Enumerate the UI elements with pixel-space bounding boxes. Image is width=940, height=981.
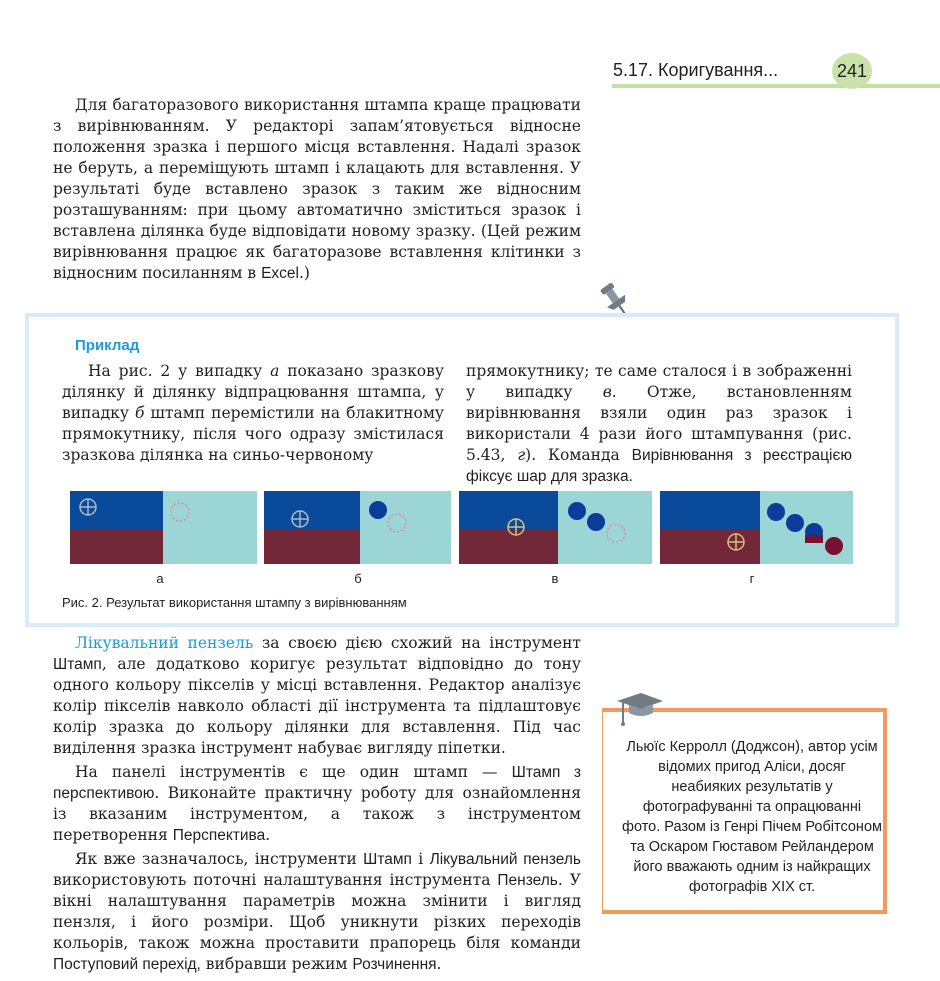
stamp-term-2: Штамп bbox=[363, 851, 412, 868]
figure-panel-d bbox=[660, 491, 853, 564]
example-right-1: прямокутнику; те саме сталося і в зображенні у випадку bbox=[466, 362, 852, 401]
page-number: 241 bbox=[832, 53, 872, 89]
figure-panel-b bbox=[264, 491, 451, 564]
p4-text-3: використовують поточні налаштування інструмента bbox=[53, 871, 498, 889]
paragraph-intro-text: Для багаторазового використання штампа краще працювати з вирівнюванням. У редакторі запам’ятовується відносне положення зразка і першого місця вставлення. Надалі зразок не беруть, а переміщують штамп і клацають для вставлення. У результаті буде вставлено зразок з таким же відносним розташуванням: при цьому автоматично зміститься зразок і вставлена ділянка буде відповідати новому зразку. (Цей режим вирівнювання працює як багаторазове вставлення клітинки з відносним посиланням в bbox=[53, 96, 581, 282]
header-rule bbox=[612, 84, 940, 88]
gradient-term: Поступовий перехід, bbox=[53, 956, 201, 973]
stamp-dot bbox=[568, 502, 586, 520]
section-title: 5.17. Коригування... bbox=[613, 60, 779, 80]
paragraph-settings bbox=[53, 849, 581, 975]
stamp-dot bbox=[767, 503, 785, 521]
figure-panel-c bbox=[459, 491, 652, 564]
p4-text-6: . bbox=[436, 955, 442, 973]
brush-term: Пензель bbox=[497, 872, 558, 889]
crosshair-icon bbox=[80, 499, 96, 515]
figure-label-d: г bbox=[749, 571, 755, 586]
graduation-cap-icon bbox=[615, 691, 665, 727]
figure-caption: Рис. 2. Результат використання штампу з вирівнюванням bbox=[62, 595, 407, 610]
perspective-stamp-term: Штамп з перспективою bbox=[53, 764, 581, 802]
crosshair-icon bbox=[508, 519, 524, 535]
stamp-dot bbox=[786, 514, 804, 532]
paragraph-body bbox=[53, 633, 581, 975]
example-left-b: б bbox=[135, 404, 145, 422]
stamp-dot-dark bbox=[825, 537, 843, 555]
paragraph-healing bbox=[53, 633, 581, 759]
example-right-cmd: Вирівнювання bbox=[631, 447, 734, 464]
p3-text-3: . bbox=[265, 826, 271, 844]
stamp-dot bbox=[587, 513, 605, 531]
figure-panel-a bbox=[70, 491, 257, 564]
crosshair-icon bbox=[292, 511, 308, 527]
example-left-2: показано зразкову ділянку й ділянку відпрацювання штампа, у випадку bbox=[62, 362, 444, 422]
stamp-dot-shadow bbox=[805, 535, 823, 543]
figure-label-c: в bbox=[551, 571, 559, 586]
p3-text-1: На панелі інструментів є ще один штамп — bbox=[75, 763, 512, 781]
example-right-4: з реєстрацією фіксує шар для зразка. bbox=[466, 447, 852, 485]
paragraph-intro-end: .) bbox=[298, 264, 310, 282]
example-left-1: На рис. 2 у випадку bbox=[88, 362, 271, 380]
p2-text-2: , але додатково коригує результат відповідно до тону одного кольору пікселів у місці вставлення. Редактор аналізує колір пікселів навколо області дії інструмента та підлаштовує колір зразка до кольору ділянки для вставлення. Під час виділення зразка інструмент набуває вигляду піпетки. bbox=[53, 655, 581, 757]
note-text: Льюїс Керролл (Доджсон), автор усім відомих пригод Аліси, досяг неабияких результатів у фотографуванні та опрацюванні фото. Разом із Генрі Пічем Робітсоном та Оскаром Гюставом Рейландером його вважають одним із найкращих фотографів XIX ст. bbox=[622, 739, 882, 895]
example-right-v: в bbox=[602, 383, 612, 401]
p4-text-5: вибравши режим bbox=[200, 955, 353, 973]
p4-text-4: . У вікні налаштування параметрів можна змінити і вигляд пензля, і його розміри. Щоб уникнути різких переходів кольорів, також можна проставити прапорець біля команди bbox=[53, 871, 581, 952]
p4-text-1: Як вже зазначалось, інструменти bbox=[75, 850, 364, 868]
p3-text-2: . Виконайте практичну роботу для ознайомлення із вказаним інструментом, а також з інструментом перетворення bbox=[53, 784, 581, 844]
p4-text-2: і bbox=[411, 850, 430, 868]
example-left-3: штамп перемістили на блакитному прямокутнику, після чого одразу змістилася зразкова ділянка на синьо-червоному bbox=[62, 404, 444, 464]
stamp-term: Штамп bbox=[53, 656, 102, 673]
example-right-g: г bbox=[517, 446, 526, 464]
example-right-2: . Отже, встановленням вирівнювання взяли один раз зразок і використали 4 рази його штампування (рис. 5.43, bbox=[466, 383, 852, 464]
healing-brush-term: Лікувальний пензель bbox=[75, 634, 254, 652]
crosshair-icon bbox=[728, 534, 744, 550]
dissolve-term: Розчинення bbox=[352, 956, 437, 973]
perspective-term: Перспектива bbox=[172, 827, 266, 844]
p2-text-1: за своєю дією схожий на інструмент bbox=[253, 634, 581, 652]
example-right-3: ). Команда bbox=[525, 446, 632, 464]
paragraph-perspective bbox=[53, 762, 581, 846]
figure-label-b: б bbox=[354, 571, 362, 586]
example-title: Приклад bbox=[75, 337, 140, 354]
example-text-left bbox=[62, 361, 444, 466]
excel-term: Excel bbox=[261, 265, 299, 282]
example-text-right bbox=[466, 361, 852, 487]
stamp-dot bbox=[369, 501, 387, 519]
figure-label-a: а bbox=[156, 571, 164, 586]
paragraph-intro bbox=[53, 95, 581, 284]
example-left-a: а bbox=[270, 362, 280, 380]
healing-term-2: Лікувальний пензель bbox=[429, 851, 581, 868]
